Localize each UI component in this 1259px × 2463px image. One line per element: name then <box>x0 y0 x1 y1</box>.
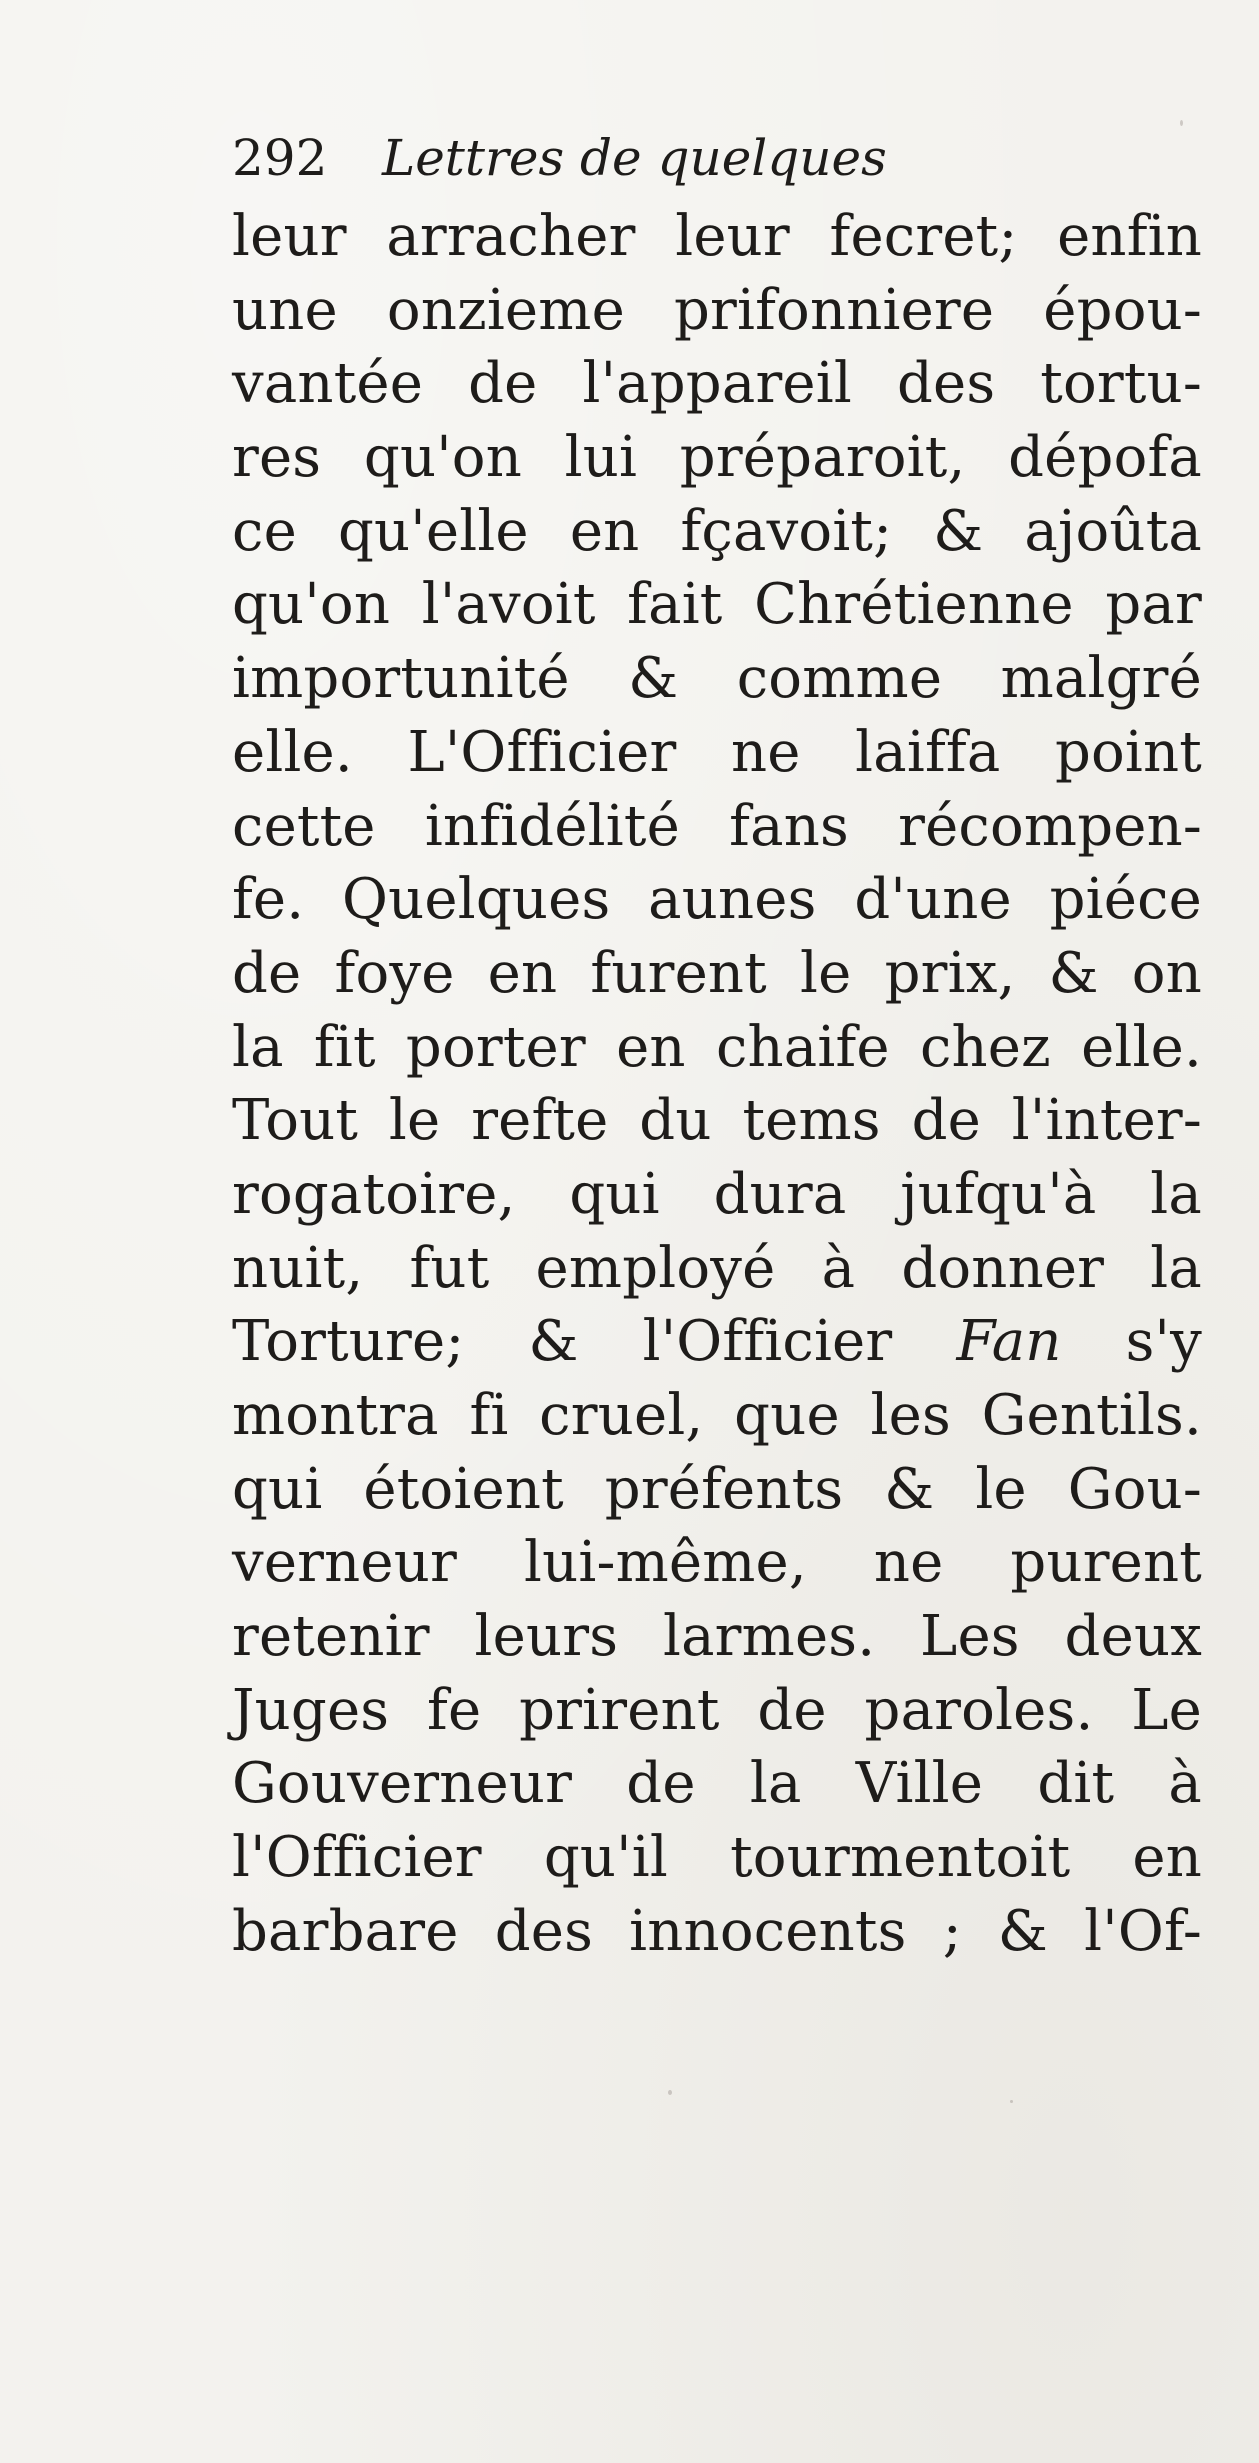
text-line-24: barbare des innocents ; & l'Of- <box>232 1898 1202 1964</box>
text-line-11: de foye en furent le prix, & on <box>232 940 1202 1006</box>
text-line-2: une onzieme prifonniere épou- <box>232 277 1202 343</box>
text-line-5: ce qu'elle en fçavoit; & ajoûta <box>232 498 1202 564</box>
text-line-20: retenir leurs larmes. Les deux <box>232 1604 1202 1670</box>
text-line-19: verneur lui-même, ne purent <box>232 1530 1202 1596</box>
text-line-9: cette infidélité fans récompen- <box>232 793 1202 859</box>
text-line-16 <box>232 1305 1202 1379</box>
text-line-18: qui étoient préfents & le Gou- <box>232 1456 1202 1522</box>
paper-speck <box>668 2090 672 2095</box>
text-line-1: leur arracher leur fecret; enfin <box>232 204 1202 269</box>
paper-speck <box>1180 120 1183 126</box>
text-line-16-end: s'y <box>1125 1309 1202 1375</box>
running-title: Lettres de quelques <box>382 129 887 187</box>
text-line-3: vantée de l'appareil des tortu- <box>232 351 1202 417</box>
text-line-4: res qu'on lui préparoit, dépofa <box>232 425 1202 491</box>
paper-speck <box>1010 2100 1013 2103</box>
text-line-22: Gouverneur de la Ville dit à <box>232 1751 1202 1817</box>
body-text <box>232 200 1202 1969</box>
italic-name: Fan <box>956 1309 1062 1375</box>
text-line-10: fe. Quelques aunes d'une piéce <box>232 867 1202 933</box>
text-line-23: l'Officier qu'il tourmentoit en <box>232 1825 1202 1891</box>
text-line-6: qu'on l'avoit fait Chrétienne par <box>232 572 1202 638</box>
text-line-8: elle. L'Officier ne laiffa point <box>232 719 1202 785</box>
text-line-12: la fit porter en chaife chez elle. <box>232 1014 1202 1080</box>
text-line-16-start: Torture; & l'Officier <box>232 1309 893 1375</box>
running-head <box>232 118 887 198</box>
text-line-7: importunité & comme malgré <box>232 646 1202 712</box>
text-line-15: nuit, fut employé à donner la <box>232 1235 1202 1301</box>
text-line-21: Juges fe prirent de paroles. Le <box>232 1677 1202 1743</box>
text-line-14: rogatoire, qui dura jufqu'à la <box>232 1161 1202 1227</box>
page-number: 292 <box>232 129 328 187</box>
text-line-17: montra fi cruel, que les Gentils. <box>232 1383 1202 1448</box>
text-line-13: Tout le refte du tems de l'inter- <box>232 1088 1202 1154</box>
